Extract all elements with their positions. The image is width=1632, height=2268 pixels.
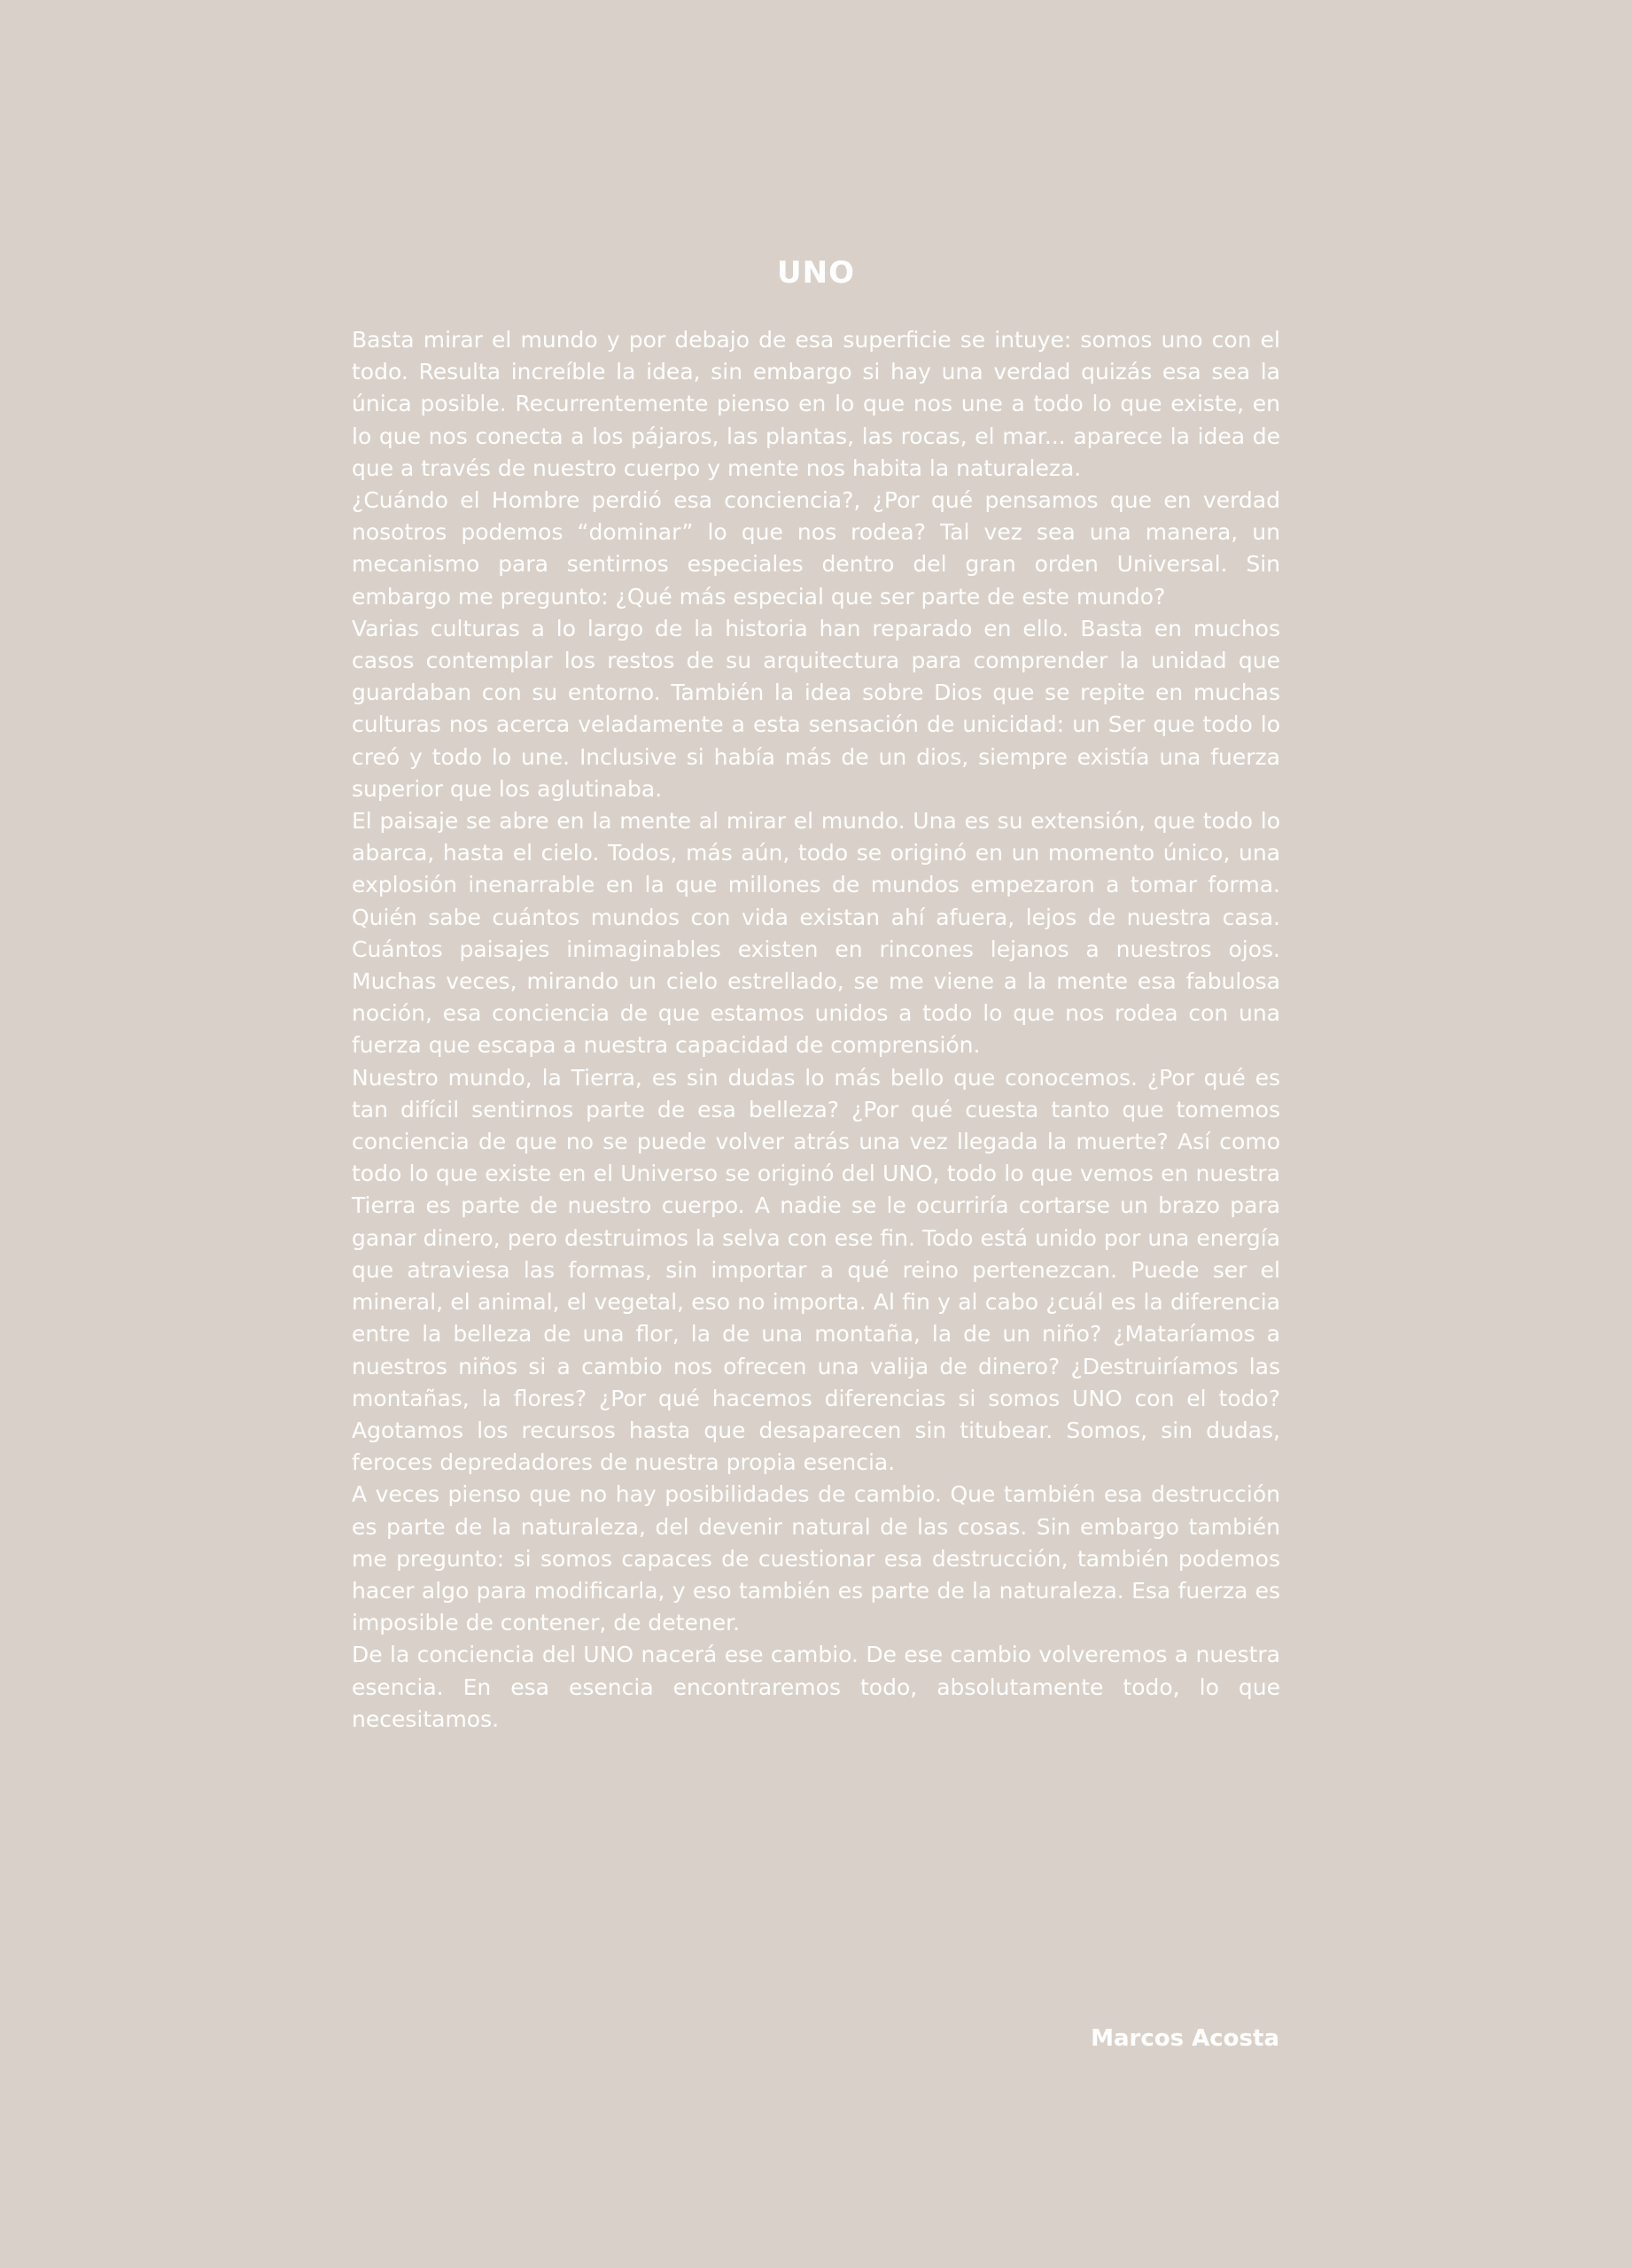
document-title: UNO <box>777 255 855 291</box>
document-body <box>352 324 1280 1736</box>
paragraph: Basta mirar el mundo y por debajo de esa superficie se intuye: somos uno con el todo. Resulta increíble la idea, sin embargo si hay una verdad quizás esa sea la única posible. Recurrentemente pienso en lo que nos une a todo lo que existe, en lo que nos conecta a los pájaros, las plantas, las rocas, el mar... aparece la idea de que a través de nuestro cuerpo y mente nos habita la naturaleza. <box>352 327 1280 481</box>
paragraph: ¿Cuándo el Hombre perdió esa conciencia?, ¿Por qué pensamos que en verdad nosotros podemos “dominar” lo que nos rodea? Tal vez sea una manera, un mecanismo para sentirnos especiales dentro del gran orden Universal. Sin embargo me pregunto: ¿Qué más especial que ser parte de este mundo? <box>352 487 1280 610</box>
paragraph: De la conciencia del UNO nacerá ese cambio. De ese cambio volveremos a nuestra esencia. En esa esencia encontraremos todo, absolutamente todo, lo que necesitamos. <box>352 1642 1280 1732</box>
paragraph: A veces pienso que no hay posibilidades de cambio. Que también esa destrucción es parte de la naturaleza, del devenir natural de las cosas. Sin embargo también me pregunto: si somos capaces de cuestionar esa destrucción, también podemos hacer algo para modificarla, y eso también es parte de la naturaleza. Esa fuerza es imposible de contener, de detener. <box>352 1481 1280 1636</box>
author-signature: Marcos Acosta <box>1091 2025 1279 2052</box>
paragraph: Nuestro mundo, la Tierra, es sin dudas lo más bello que conocemos. ¿Por qué es tan difícil sentirnos parte de esa belleza? ¿Por qué cuesta tanto que tomemos conciencia de que no se puede volver atrás una vez llegada la muerte? Así como todo lo que existe en el Universo se originó del UNO, todo lo que vemos en nuestra Tierra es parte de nuestro cuerpo. A nadie se le ocurriría cortarse un brazo para ganar dinero, pero destruimos la selva con ese fin. Todo está unido por una energía que atraviesa las formas, sin importar a qué reino pertenezcan. Puede ser el mineral, el animal, el vegetal, eso no importa. Al fin y al cabo ¿cuál es la diferencia entre la belleza de una flor, la de una montaña, la de un niño? ¿Mataríamos a nuestros niños si a cambio nos ofrecen una valija de dinero? ¿Destruiríamos las montañas, la flores? ¿Por qué hacemos diferencias si somos UNO con el todo? Agotamos los recursos hasta que desaparecen sin titubear. Somos, sin dudas, feroces depredadores de nuestra propia esencia. <box>352 1064 1280 1476</box>
paragraph: El paisaje se abre en la mente al mirar el mundo. Una es su extensión, que todo lo abarca, hasta el cielo. Todos, más aún, todo se originó en un momento único, una explosión inenarrable en la que millones de mundos empezaron a tomar forma. Quién sabe cuántos mundos con vida existan ahí afuera, lejos de nuestra casa. Cuántos paisajes inimaginables existen en rincones lejanos a nuestros ojos. Muchas veces, mirando un cielo estrellado, se me viene a la mente esa fabulosa noción, esa conciencia de que estamos unidos a todo lo que nos rodea con una fuerza que escapa a nuestra capacidad de comprensión. <box>352 808 1280 1059</box>
paragraph: Varias culturas a lo largo de la historia han reparado en ello. Basta en muchos casos contemplar los restos de su arquitectura para comprender la unidad que guardaban con su entorno. También la idea sobre Dios que se repite en muchas culturas nos acerca veladamente a esta sensación de unicidad: un Ser que todo lo creó y todo lo une. Inclusive si había más de un dios, siempre existía una fuerza superior que los aglutinaba. <box>352 615 1280 802</box>
